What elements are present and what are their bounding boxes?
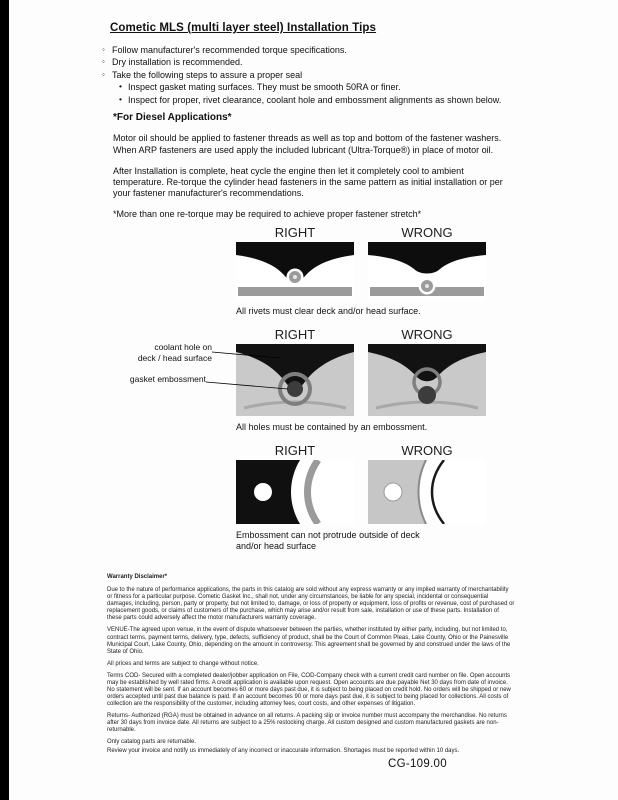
diesel-paragraph-1: Motor oil should be applied to fastener threads as well as top and bottom of the fastener washers. When ARP fasteners are used apply the included lubricant (Ultra-Torque®) in place of motor oil.: [113, 133, 502, 155]
rivet-clearance-right-diagram: [236, 242, 354, 300]
warranty-paragraph: Terms COD- Secured with a completed dealer/jobber application on File, COD-Company check with a current credit card number on file. Open accounts may be established by well rated firms. A credit application is available upon request. Open accounts are due payable Net 30 days from date of invoice. No statement will be sent. If an account becomes 60 or more days past due, it is subject to being placed on credit hold. No orders will be shipped or new orders accepted until past due balance is paid. If an account becomes 90 or more days past due, it is subject to being placed for collections. All costs of collection are the responsibility of the customer, including attorney fees, court costs, and other expenses of litigation.: [107, 672, 511, 708]
open-bullet-icon: ◦: [102, 69, 105, 79]
tip-text-3: Take the following steps to assure a proper seal: [112, 69, 303, 80]
warranty-paragraph: Only catalog parts are returnable.: [107, 739, 197, 746]
annotation-leader-lines: [202, 344, 302, 394]
warranty-disclaimer-section: [107, 574, 515, 760]
sub-tip-text-1: Inspect gasket mating surfaces. They must be smooth 50RA or finer.: [128, 82, 401, 93]
tip-text-2: Dry installation is recommended.: [112, 57, 243, 68]
list-item: [102, 44, 534, 56]
rivet-right-column: [236, 226, 354, 300]
wrong-label: WRONG: [401, 327, 453, 343]
embossment-wrong-column: [368, 444, 486, 524]
coolant-annotation-line-2: deck / head surface: [137, 352, 212, 363]
installation-tips-list: [102, 44, 534, 106]
diesel-paragraph-2: After Installation is complete, heat cycle the engine then let it completely cool to ambient temperature. Re-torque the cylinder head fasteners in the same pattern as initial installation or per your fastener manufacturer's recommendations.: [113, 165, 503, 199]
list-item: [102, 69, 534, 81]
filled-bullet-icon: •: [119, 93, 122, 104]
wrong-label: WRONG: [401, 443, 453, 459]
right-label: RIGHT: [274, 225, 316, 240]
right-label: RIGHT: [274, 443, 316, 459]
tip-text-1: Follow manufacturer's recommended torque specifications.: [112, 45, 347, 55]
rivet-diagram-row: [236, 226, 486, 300]
gasket-embossment-annotation: gasket embossment: [129, 374, 206, 384]
warranty-paragraph: Review your invoice and notify us immediately of any incorrect or inaccurate information. Shortages must be reported within 10 days.: [107, 747, 460, 754]
diesel-applications-section: [113, 112, 511, 230]
warranty-heading: Warranty Disclaimer*: [107, 574, 168, 580]
diesel-heading: *For Diesel Applications*: [113, 112, 232, 123]
coolant-hole-annotation: [138, 342, 212, 363]
sub-list-item: [119, 81, 534, 93]
sub-list-item: [119, 94, 534, 106]
coolant-annotation-line-1: coolant hole on: [154, 342, 212, 352]
embossment-right-diagram: [236, 460, 354, 524]
sub-tip-text-2: Inspect for proper, rivet clearance, coolant hole and embossment alignments as shown below.: [128, 94, 502, 105]
page-code: CG-109.00: [388, 758, 447, 770]
warranty-paragraph: VENUE-The agreed upon venue, in the event of dispute whatsoever between the parties, whether instituted by either party, including, but not limited to, contract terms, payment terms, delivery, type, defects, sufficiency of product, shall be the Court of Common Pleas, Lake County, Ohio or the Painesville Municipal Court, Lake County, Ohio, depending on the amount in controversy. This agreement shall be governed by and construed under the laws of the State of Ohio.: [107, 627, 511, 655]
filled-bullet-icon: •: [119, 81, 122, 92]
diagram-section: [129, 225, 486, 563]
list-item: [102, 56, 534, 68]
warranty-paragraph: Due to the nature of performance applications, the parts in this catalog are sold without any express warranty or any implied warranty of merchantability or fitness for a particular purpose. Cometic Gasket Inc., shall not, under any circumstances, be liable for any special, incidental or consequential damages, including, person, party or property, but not limited to, damage, or loss of property or equipment, loss of profits or revenue, cost of purchased or replacement goods, or claims of customers of the purchase, which may arise and/or result from sale, installation or use of these parts. Installation of these parts could adversely affect the motor manufacturers warranty coverage.: [107, 587, 515, 622]
warranty-paragraph: All prices and terms are subject to change without notice.: [107, 660, 259, 667]
rivet-caption: All rivets must clear deck and/or head surface.: [236, 306, 421, 317]
right-label: RIGHT: [274, 327, 316, 343]
hole-embossment-wrong-diagram: [368, 344, 486, 416]
embossment-diagram-row: [236, 444, 486, 524]
page-title: Cometic MLS (multi layer steel) Installation Tips: [110, 22, 377, 34]
rivet-wrong-column: [368, 226, 486, 300]
holes-caption: All holes must be contained by an embossment.: [236, 422, 428, 433]
hole-wrong-column: [368, 328, 486, 416]
embossment-caption: Embossment can not protrude outside of deck and/or head surface: [236, 530, 420, 552]
embossment-right-column: [236, 444, 354, 524]
warranty-paragraph: Returns- Authorized (RGA) must be obtained in advance on all returns. A packing slip or invoice number must accompany the merchandise. No returns after 30 days from invoice date. All returns are subject to a 25% restocking charge. All custom designed and custom manufactured gaskets are non-returnable.: [107, 713, 507, 734]
retorque-note: *More than one re-torque may be required to achieve proper fastener stretch*: [113, 209, 422, 220]
open-bullet-icon: ◦: [102, 57, 105, 67]
page-edge-bar: [0, 0, 9, 800]
wrong-label: WRONG: [401, 225, 453, 240]
open-bullet-icon: ◦: [102, 45, 105, 54]
embossment-wrong-diagram: [368, 460, 486, 524]
rivet-clearance-wrong-diagram: [368, 242, 486, 300]
